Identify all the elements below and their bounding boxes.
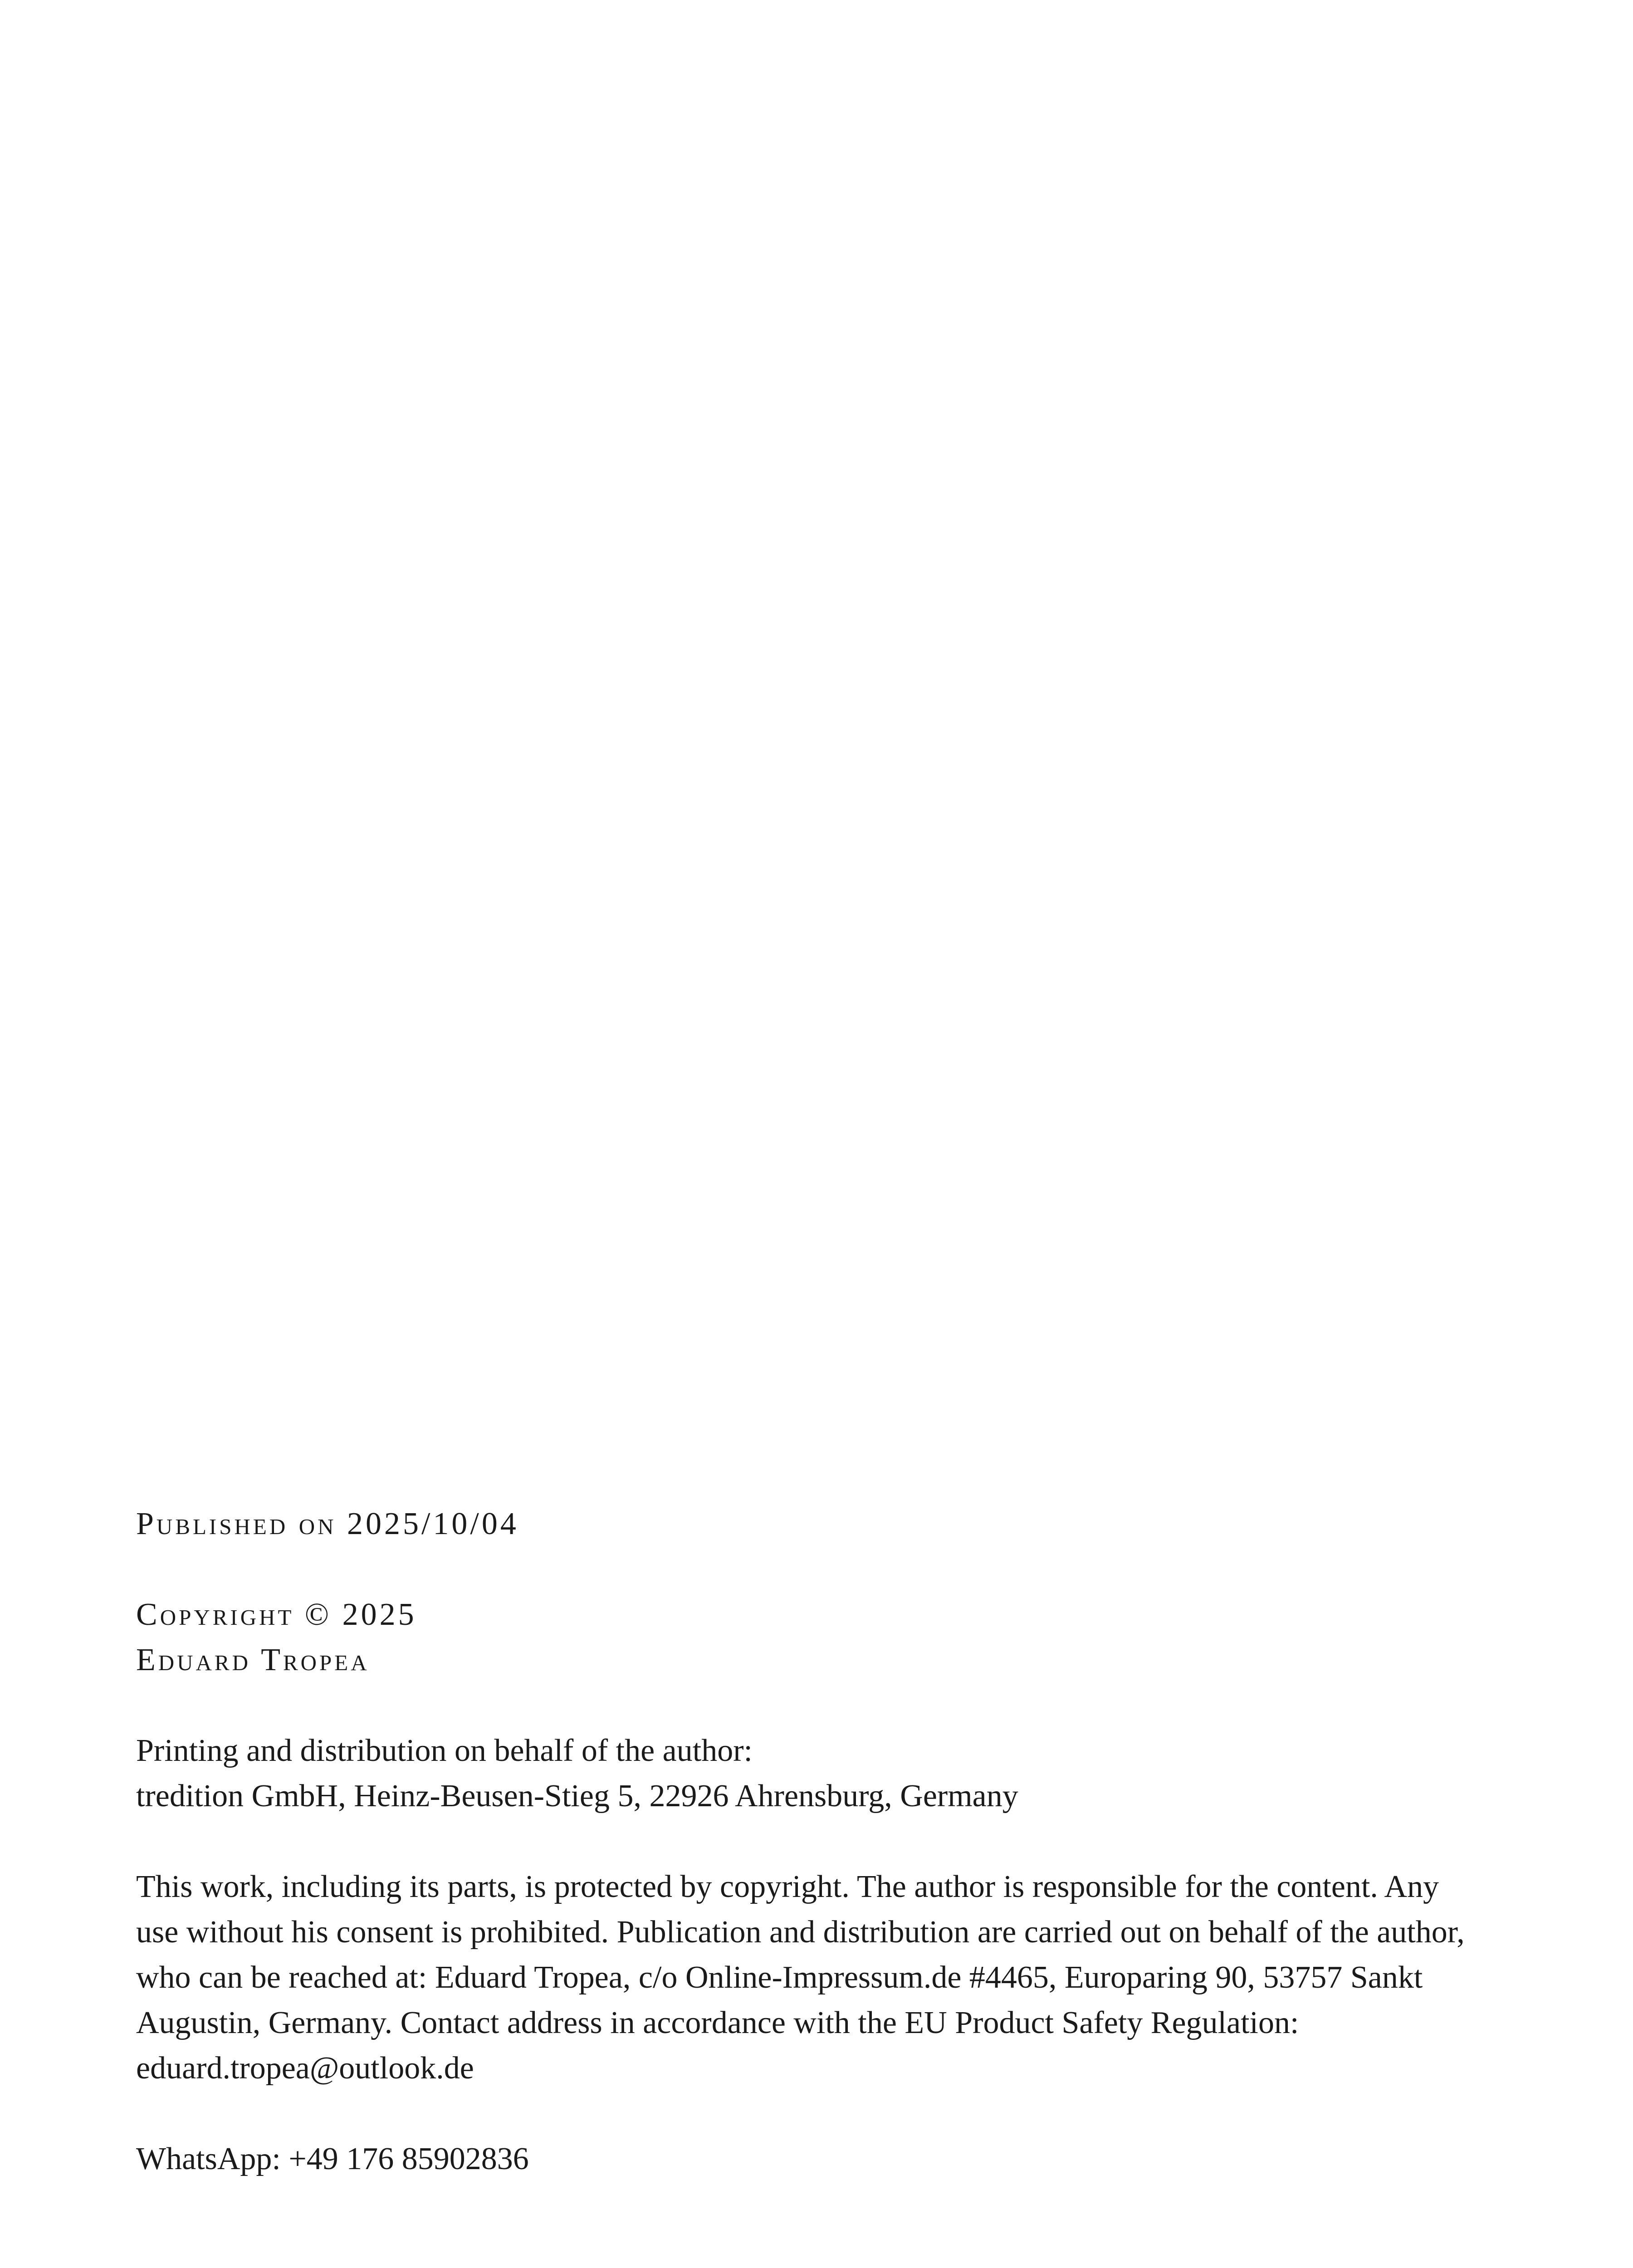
printing-label: Printing and distribution on behalf of the author: <box>136 1733 753 1768</box>
legal-notice-block <box>136 1864 1488 2091</box>
publication-date-block <box>136 1501 1488 1547</box>
publication-date: Published on 2025/10/04 <box>136 1506 519 1541</box>
imprint-section <box>136 1501 1488 2227</box>
printer-address: tredition GmbH, Heinz-Beusen-Stieg 5, 22926 Ahrensburg, Germany <box>136 1779 1018 1813</box>
author-name: Eduard Tropea <box>136 1642 370 1677</box>
printing-block <box>136 1728 1488 1819</box>
copyright-notice: Copyright © 2025 <box>136 1597 417 1632</box>
copyright-block <box>136 1592 1488 1683</box>
contact-block <box>136 2136 1488 2182</box>
whatsapp-contact: WhatsApp: +49 176 85902836 <box>136 2141 529 2176</box>
legal-notice: This work, including its parts, is protected by copyright. The author is responsible for the content. Any use without his consent is prohibited. Publication and distribution are carried out on behalf of the author, who can be reached at: Eduard Tropea, c/o Online-Impressum.de #4465, Europaring 90, 53757 Sankt Augustin, Germany. Contact address in accordance with the EU Product Safety Regulation: eduard.tropea@outlook.de <box>136 1869 1465 2086</box>
